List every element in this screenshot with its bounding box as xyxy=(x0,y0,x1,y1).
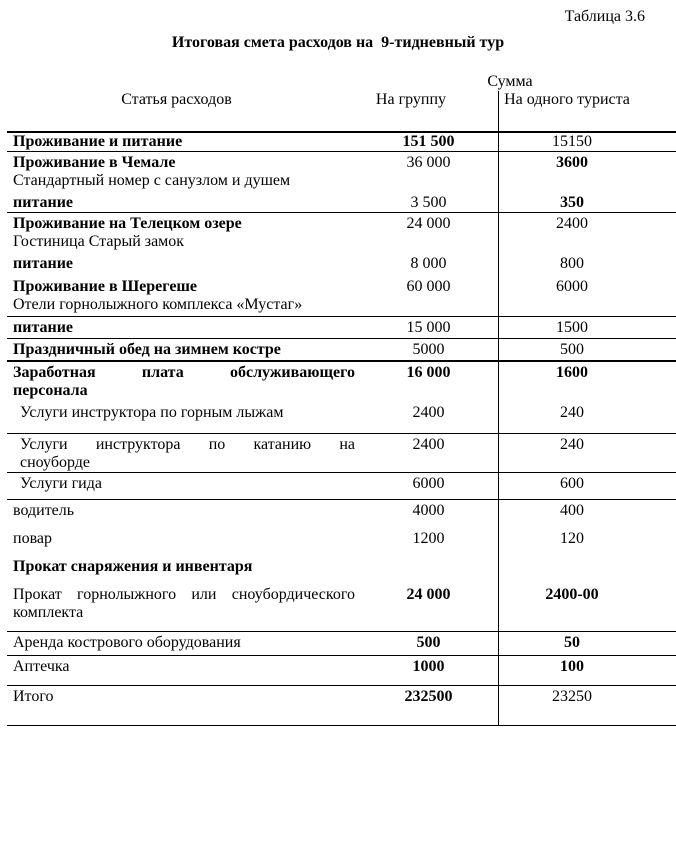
expense-label xyxy=(7,530,359,548)
expense-label xyxy=(7,319,359,337)
expense-label-line: питание xyxy=(13,194,74,211)
group-value: 36 000 xyxy=(406,154,451,171)
group-value: 6000 xyxy=(412,475,445,492)
expense-label xyxy=(7,502,359,520)
table-row xyxy=(7,215,676,251)
tourist-value: 1600 xyxy=(556,364,588,381)
tourist-value: 6000 xyxy=(556,278,588,295)
table-section xyxy=(7,339,676,362)
expense-label xyxy=(7,404,359,422)
group-value: 2400 xyxy=(412,436,445,453)
table-row xyxy=(7,634,676,652)
column-divider xyxy=(498,91,499,726)
header-spacer xyxy=(7,73,359,91)
tourist-value xyxy=(498,558,676,576)
table-header xyxy=(7,65,676,131)
expense-label xyxy=(7,194,359,212)
expense-label xyxy=(7,586,359,622)
table-section xyxy=(7,500,676,632)
expense-label xyxy=(7,436,359,472)
table-row xyxy=(7,278,676,314)
table-section xyxy=(7,213,676,317)
expense-label xyxy=(7,341,359,359)
group-value xyxy=(359,558,498,576)
table-row xyxy=(7,530,676,548)
expense-label xyxy=(7,634,359,652)
tourist-value: 23250 xyxy=(552,688,592,705)
group-value: 24 000 xyxy=(406,215,451,232)
expense-label-line: Проживание в Шерегеше xyxy=(13,278,198,295)
table-row xyxy=(7,658,676,676)
table-row xyxy=(7,404,676,422)
expense-label-line: Прокат снаряжения и инвентаря xyxy=(13,558,253,575)
table-section xyxy=(7,686,676,726)
expense-label-line: питание xyxy=(13,319,74,336)
table-row xyxy=(7,364,676,400)
expense-label-line: Услуги инструктора по катанию на xyxy=(20,436,355,453)
tourist-value: 240 xyxy=(560,436,584,453)
group-value: 232500 xyxy=(404,688,453,705)
group-value: 151 500 xyxy=(402,133,455,150)
tourist-value: 800 xyxy=(560,255,584,272)
group-value: 2400 xyxy=(412,404,445,421)
table-row xyxy=(7,341,676,359)
table-row xyxy=(7,154,676,190)
expense-label xyxy=(7,215,359,251)
expense-label-line: водитель xyxy=(13,502,75,519)
tourist-value: 240 xyxy=(560,404,584,421)
group-value: 24 000 xyxy=(406,586,451,603)
expense-label-line: Заработная плата обслуживающего xyxy=(13,364,355,381)
table-row xyxy=(7,475,676,493)
table-caption: Таблица 3.6 xyxy=(564,8,645,25)
group-value: 500 xyxy=(416,634,441,651)
table-row xyxy=(7,436,676,472)
group-value: 8 000 xyxy=(410,255,447,272)
expense-sublabel: Стандартный номер с санузлом и душем xyxy=(13,172,291,189)
header-expense-label: Статья расходов xyxy=(121,91,232,108)
group-value: 16 000 xyxy=(406,364,451,381)
table-section xyxy=(7,133,676,152)
table-row xyxy=(7,558,676,576)
table-row xyxy=(7,319,676,337)
table-row xyxy=(7,255,676,273)
expense-label-line: Проживание и питание xyxy=(13,133,183,150)
group-value: 15 000 xyxy=(406,319,451,336)
table-row xyxy=(7,586,676,622)
group-value: 1200 xyxy=(412,530,445,547)
expense-label xyxy=(7,133,359,151)
expense-label xyxy=(7,364,359,400)
table-section xyxy=(7,362,676,434)
table-row xyxy=(7,133,676,151)
group-value: 60 000 xyxy=(406,278,451,295)
expense-label-line: питание xyxy=(13,255,74,272)
table-body xyxy=(7,131,676,726)
header-sum-label: Сумма xyxy=(487,73,533,90)
table-section xyxy=(7,152,676,213)
expense-label xyxy=(7,558,359,576)
expense-label-line: Услуги гида xyxy=(20,475,102,492)
tourist-value: 350 xyxy=(560,194,584,211)
table-row xyxy=(7,194,676,212)
group-value: 4000 xyxy=(412,502,445,519)
expense-label-line: Аптечка xyxy=(13,658,70,675)
expense-label xyxy=(7,688,359,706)
expense-label-line: персонала xyxy=(13,382,88,399)
expense-label-line: Праздничный обед на зимнем костре xyxy=(13,341,281,358)
tourist-value: 1500 xyxy=(556,319,588,336)
expense-label-line: повар xyxy=(13,530,53,547)
expense-label-line: Аренда кострового оборудования xyxy=(13,634,241,651)
header-group-label: На группу xyxy=(375,91,447,108)
tourist-value: 2400 xyxy=(556,215,588,232)
table-section xyxy=(7,656,676,686)
table-row xyxy=(7,502,676,520)
expense-label-line: сноуборде xyxy=(20,454,91,471)
expense-label-line: Услуги инструктора по горным лыжам xyxy=(20,404,284,421)
tourist-value: 100 xyxy=(560,658,584,675)
group-value: 3 500 xyxy=(410,194,447,211)
expense-label xyxy=(7,154,359,190)
expense-label xyxy=(7,475,359,493)
expense-label xyxy=(7,255,359,273)
tourist-value: 3600 xyxy=(556,154,588,171)
table-section xyxy=(7,632,676,656)
expense-label xyxy=(7,278,359,314)
group-value: 5000 xyxy=(412,341,445,358)
header-columns-row xyxy=(7,91,676,131)
tourist-value: 120 xyxy=(560,530,584,547)
expense-label-line: Проживание на Телецком озере xyxy=(13,215,242,232)
header-sum-row xyxy=(7,73,676,91)
expense-label-line: комплекта xyxy=(13,604,84,621)
expense-label-line: Прокат горнолыжного или сноубордического xyxy=(13,586,355,603)
table-row xyxy=(7,688,676,706)
tourist-value: 15150 xyxy=(552,133,592,150)
group-value: 1000 xyxy=(412,658,445,675)
expense-label xyxy=(7,658,359,676)
table-section xyxy=(7,434,676,473)
tourist-value: 50 xyxy=(564,634,580,651)
table-section xyxy=(7,317,676,339)
document-title: Итоговая смета расходов на 9-тидневный тур xyxy=(171,34,505,51)
tourist-value: 500 xyxy=(560,341,584,358)
expense-label-line: Проживание в Чемале xyxy=(13,154,176,171)
tourist-value: 600 xyxy=(560,475,584,492)
expense-sublabel: Гостиница Старый замок xyxy=(13,233,185,250)
tourist-value: 2400-00 xyxy=(545,586,599,603)
cost-table xyxy=(7,65,676,726)
table-section xyxy=(7,473,676,500)
header-tourist-label: На одного туриста xyxy=(504,91,630,108)
expense-label-line: Итого xyxy=(13,688,54,705)
expense-sublabel: Отели горнолыжного комплекса «Мустаг» xyxy=(13,296,303,313)
tourist-value: 400 xyxy=(560,502,584,519)
